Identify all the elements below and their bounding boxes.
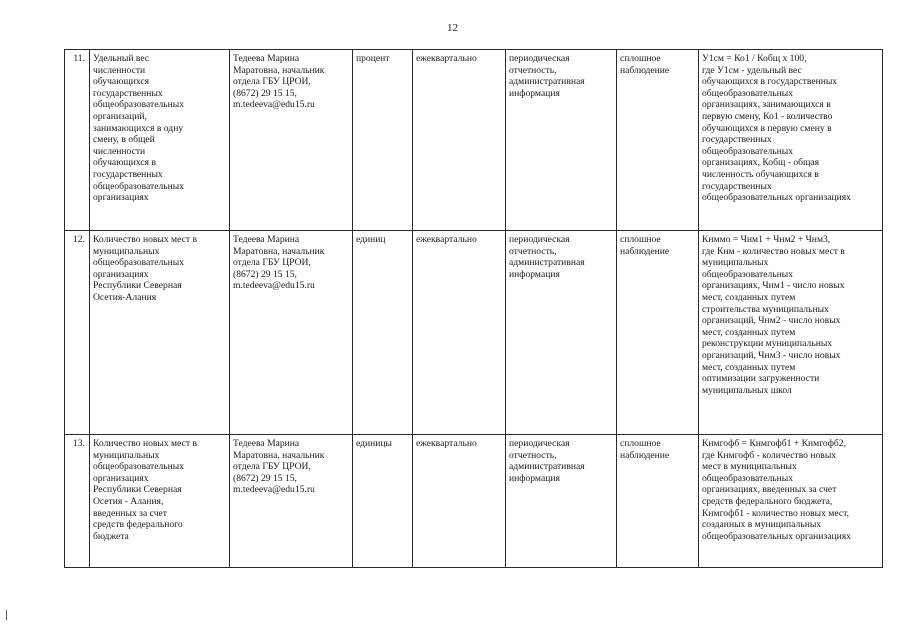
data-source: периодическая отчетность, административная информация [506,231,617,435]
frequency: ежеквартально [413,231,506,435]
collection-method: сплошное наблюдение [617,231,699,435]
calculation-formula: Кнмгофб = Кнмгофб1 + Кнмгофб2, где Кнмгофб - количество новых мест в муниципальных общеобразовательных организациях, введенных за счет средств федерального бюджета, Кнмгофб1 - количество новых мест, созданных в муниципальных общеобразовательных организациях [699,435,883,568]
responsible-person: Тедеева Марина Маратовна, начальник отдела ГБУ ЦРОИ, (8672) 29 15 15, m.tedeeva@edu15.ru [230,50,353,231]
calculation-formula: У1см = Ко1 / Кобщ х 100, где У1см - удельный вес обучающихся в государственных общеобразовательных организациях, занимающихся в первую смену, Ко1 - количество обучающихся в первую смену в государственных общеобразовательных организациях, Кобщ - общая численность обучающихся в государственных общеобразовательных организациях [699,50,883,231]
data-source: периодическая отчетность, административная информация [506,435,617,568]
unit-of-measure: единиц [353,231,413,435]
row-number: 11. [65,50,90,231]
frequency: ежеквартально [413,50,506,231]
data-source: периодическая отчетность, административная информация [506,50,617,231]
page-number: 12 [447,22,458,34]
scan-artifact [6,610,7,620]
responsible-person: Тедеева Марина Маратовна, начальник отдела ГБУ ЦРОИ, (8672) 29 15 15, m.tedeeva@edu15.ru [230,231,353,435]
row-number: 13. [65,435,90,568]
unit-of-measure: процент [353,50,413,231]
table-row [65,435,883,568]
row-number: 12. [65,231,90,435]
collection-method: сплошное наблюдение [617,50,699,231]
responsible-person: Тедеева Марина Маратовна, начальник отдела ГБУ ЦРОИ, (8672) 29 15 15, m.tedeeva@edu15.ru [230,435,353,568]
indicator-name: Удельный вес численности обучающихся государственных общеобразовательных организаций, занимающихся в одну смену, в общей численности обучающихся в государственных общеобразовательных организациях [90,50,230,231]
table-row [65,50,883,231]
indicator-name: Количество новых мест в муниципальных общеобразовательных организациях Республики Северная Осетия - Алания, введенных за счет средств федерального бюджета [90,435,230,568]
indicators-table [64,49,883,568]
table-row [65,231,883,435]
indicator-name: Количество новых мест в муниципальных общеобразовательных организациях Республики Северная Осетия-Алания [90,231,230,435]
calculation-formula: Кнммо = Чнм1 + Чнм2 + Чнм3, где Кнм - количество новых мест в муниципальных общеобразовательных организациях, Чнм1 - число новых мест, созданных путем строительства муниципальных организаций, Чнм2 - число новых мест, созданных путем реконструкции муниципальных организаций, Чнм3 - число новых мест, созданных путем оптимизации загруженности муниципальных школ [699,231,883,435]
unit-of-measure: единицы [353,435,413,568]
collection-method: сплошное наблюдение [617,435,699,568]
frequency: ежеквартально [413,435,506,568]
